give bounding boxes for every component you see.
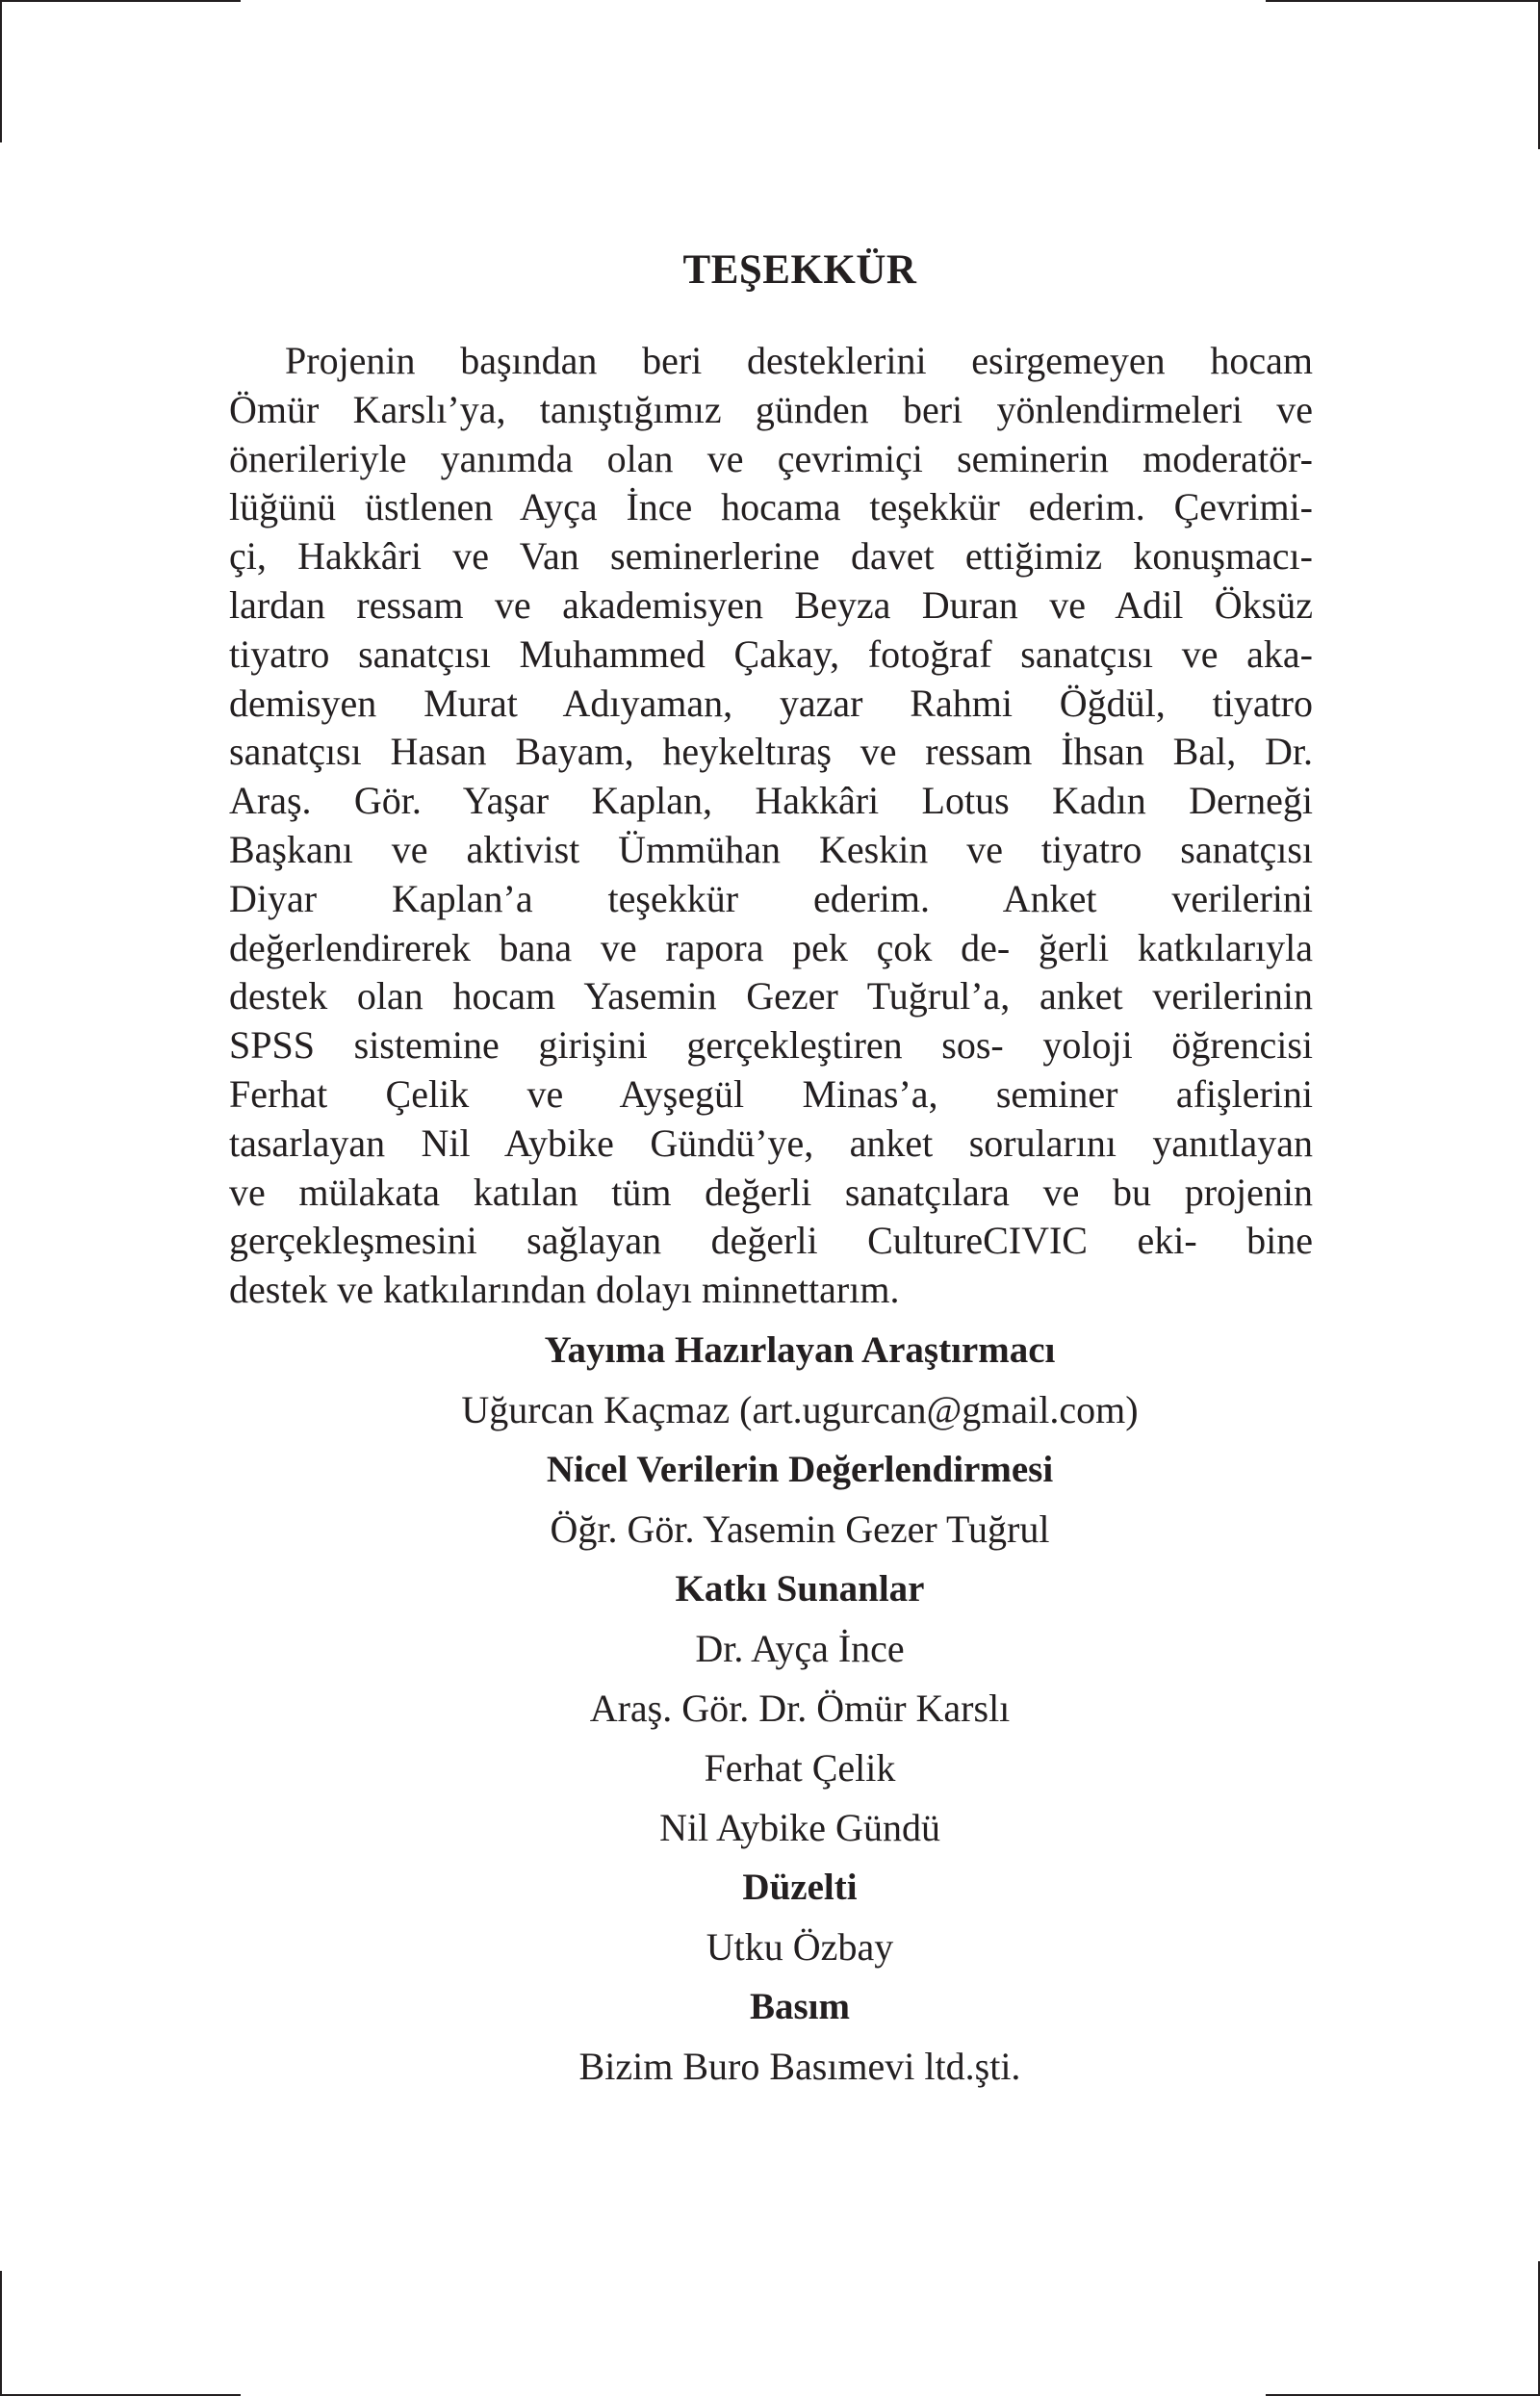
credit-name: Nil Aybike Gündü	[659, 1806, 940, 1849]
paragraph-line: demisyen Murat Adıyaman, yazar Rahmi Öğdül, tiyatro	[229, 681, 1313, 725]
paragraph-line: ve mülakata katılan tüm değerli sanatçılara ve bu projenin	[229, 1170, 1313, 1214]
credit-name: Bizim Buro Basımevi ltd.şti.	[578, 2045, 1021, 2088]
paragraph-line: Ömür Karslı’ya, tanıştığımız günden beri yönlendirmeleri ve	[229, 387, 1313, 431]
acknowledgement-paragraph	[229, 337, 1313, 1315]
paragraph-line: Projenin başından beri desteklerini esirgemeyen hocam	[285, 339, 1313, 382]
page-title: TEŞEKKÜR	[682, 246, 917, 293]
paragraph-line: Ferhat Çelik ve Ayşegül Minas’a, seminer afişlerini	[229, 1071, 1313, 1116]
paragraph-line: destek ve katkılarından dolayı minnettarım.	[229, 1268, 900, 1312]
paragraph-line: destek olan hocam Yasemin Gezer Tuğrul’a, anket verilerinin	[229, 974, 1313, 1018]
credit-name: Ferhat Çelik	[704, 1746, 896, 1790]
paragraph-line: tasarlayan Nil Aybike Gündü’ye, anket sorularını yanıtlayan	[229, 1121, 1313, 1165]
credit-heading-contributors: Katkı Sunanlar	[675, 1568, 925, 1610]
paragraph-line: sanatçısı Hasan Bayam, heykeltıraş ve ressam İhsan Bal, Dr.	[229, 730, 1313, 774]
paragraph-line: Diyar Kaplan’a teşekkür ederim. Anket verilerini	[229, 876, 1313, 920]
paragraph-line: gerçekleşmesini sağlayan değerli CultureCIVIC eki- bine	[229, 1219, 1313, 1263]
paragraph-line: değerlendirerek bana ve rapora pek çok de- ğerli katkılarıyla	[229, 925, 1313, 969]
credit-name: Öğr. Gör. Yasemin Gezer Tuğrul	[550, 1507, 1050, 1551]
credit-name: Utku Özbay	[706, 1925, 894, 1969]
paragraph-line: önerileriyle yanımda olan ve çevrimiçi seminerin moderatör-	[229, 436, 1313, 480]
paragraph-line: SPSS sistemine girişini gerçekleştiren sos- yoloji öğrencisi	[229, 1023, 1313, 1068]
crop-mark-top-left-horizontal	[0, 0, 241, 2]
credit-heading-editor: Yayıma Hazırlayan Araştırmacı	[544, 1329, 1056, 1371]
crop-mark-top-left-vertical	[0, 0, 2, 142]
crop-mark-bottom-left-vertical	[0, 2271, 2, 2396]
paragraph-line: Araş. Gör. Yaşar Kaplan, Hakkâri Lotus Kadın Derneği	[229, 779, 1313, 823]
credit-heading-quantitative: Nicel Verilerin Değerlendirmesi	[546, 1449, 1054, 1490]
credit-name: Araş. Gör. Dr. Ömür Karslı	[589, 1687, 1011, 1730]
crop-mark-top-right-horizontal	[1266, 0, 1540, 2]
paragraph-line: çi, Hakkâri ve Van seminerlerine davet ettiğimiz konuşmacı-	[229, 534, 1313, 579]
paragraph-line: Başkanı ve aktivist Ümmühan Keskin ve tiyatro sanatçısı	[229, 827, 1313, 871]
paragraph-line: lüğünü üstlenen Ayça İnce hocama teşekkür ederim. Çevrimi-	[229, 485, 1313, 529]
credit-name: Dr. Ayça İnce	[695, 1627, 905, 1670]
credit-heading-printing: Basım	[749, 1986, 850, 2027]
credit-name: Uğurcan Kaçmaz (art.ugurcan@gmail.com)	[461, 1388, 1139, 1431]
paragraph-line: tiyatro sanatçısı Muhammed Çakay, fotoğraf sanatçısı ve aka-	[229, 631, 1313, 676]
paragraph-line: lardan ressam ve akademisyen Beyza Duran ve Adil Öksüz	[229, 582, 1313, 627]
credit-heading-proofreading: Düzelti	[742, 1867, 858, 1908]
credits-section	[0, 1321, 1540, 2097]
